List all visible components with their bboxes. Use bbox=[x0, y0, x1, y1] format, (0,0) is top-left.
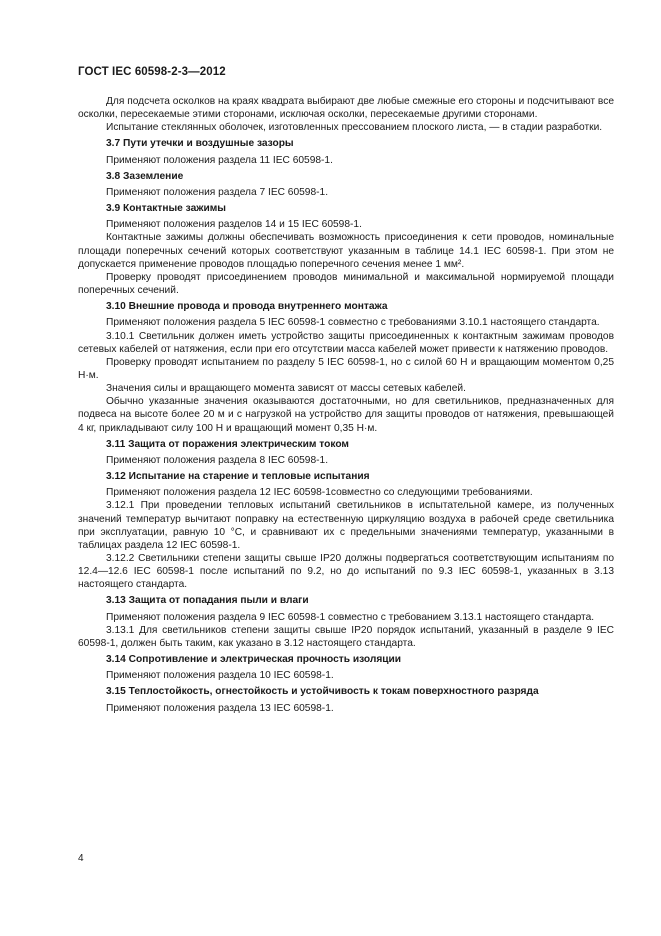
document-body bbox=[78, 95, 614, 715]
section-heading-3-11: 3.11 Защита от поражения электрическим током bbox=[106, 438, 349, 450]
paragraph: 3.10.1 Светильник должен иметь устройство защиты присоединенных к контактным зажимам проводов сетевых кабелей от натяжения, если при его отсутствии масса кабелей может привести к натяжению проводов. bbox=[78, 330, 614, 355]
section-heading-3-9: 3.9 Контактные зажимы bbox=[106, 203, 226, 215]
paragraph: Обычно указанные значения оказываются достаточными, но для светильников, предназначенных для подвеса на высоте более 20 м и с нагрузкой на устройство для защиты проводов от натяжения, превышающей 4 кг, прикладывают силу 100 Н и вращающий момент 0,35 Н·м. bbox=[78, 396, 614, 434]
paragraph: Испытание стеклянных оболочек, изготовленных прессованием плоского листа, — в стадии разработки. bbox=[106, 122, 603, 134]
section-heading-3-15: 3.15 Теплостойкость, огнестойкость и устойчивость к токам поверхностного разряда bbox=[106, 686, 539, 698]
section-heading-3-8: 3.8 Заземление bbox=[106, 170, 184, 182]
paragraph: 3.12.2 Светильники степени защиты свыше IP20 должны подвергаться соответствующим испытаниям по 12.4—12.6 IEC 60598-1 после испытаний по 9.2, но до испытаний по 9.3 IEC 60598-1, указанных в 3.13 настоящего стандарта. bbox=[78, 553, 614, 591]
paragraph: 3.13.1 Для светильников степени защиты свыше IP20 порядок испытаний, указанный в разделе 9 IEC 60598-1, должен быть таким, как указано в 3.12 настоящего стандарта. bbox=[78, 624, 614, 649]
paragraph: Проверку проводят испытанием по разделу 5 IEC 60598-1, но с силой 60 Н и вращающим моментом 0,25 Н·м. bbox=[78, 356, 614, 381]
section-heading-3-13: 3.13 Защита от попадания пыли и влаги bbox=[106, 595, 309, 607]
paragraph: Применяют положения раздела 10 IEC 60598-1. bbox=[106, 670, 334, 682]
paragraph: Контактные зажимы должны обеспечивать возможность присоединения к сети проводов, номинальные площади поперечных сечений которых соответствуют указанным в таблице 14.1 IEC 60598-1. При этом не допускается применение проводов площадью поперечного сечения менее 1 мм². bbox=[78, 232, 614, 270]
paragraph: Применяют положения разделов 14 и 15 IEC 60598-1. bbox=[106, 219, 362, 231]
section-heading-3-7: 3.7 Пути утечки и воздушные зазоры bbox=[106, 138, 294, 150]
paragraph: Применяют положения раздела 11 IEC 60598-1. bbox=[106, 154, 333, 166]
paragraph: Проверку проводят присоединением проводов минимальной и максимальной нормируемой площади поперечных сечений. bbox=[78, 271, 614, 297]
paragraph: Применяют положения раздела 12 IEC 60598-1совместно со следующими требованиями. bbox=[106, 487, 533, 499]
paragraph: Значения силы и вращающего момента зависят от массы сетевых кабелей. bbox=[106, 383, 466, 395]
section-heading-3-14: 3.14 Сопротивление и электрическая прочность изоляции bbox=[106, 654, 402, 666]
paragraph: Применяют положения раздела 8 IEC 60598-1. bbox=[106, 454, 329, 466]
paragraph: Для подсчета осколков на краях квадрата выбирают две любые смежные его стороны и подсчитывают все осколки, пересекаемые этими сторонами, исключая осколки, пересекаемые другими сторонами. bbox=[78, 96, 614, 121]
paragraph: Применяют положения раздела 13 IEC 60598-1. bbox=[106, 702, 334, 714]
document-header: ГОСТ IEC 60598-2-3—2012 bbox=[78, 66, 226, 78]
section-heading-3-10: 3.10 Внешние провода и провода внутреннего монтажа bbox=[106, 301, 388, 313]
paragraph: Применяют положения раздела 9 IEC 60598-1 совместно с требованием 3.13.1 настоящего стандарта. bbox=[106, 611, 595, 623]
page-number: 4 bbox=[78, 853, 84, 864]
paragraph: Применяют положения раздела 7 IEC 60598-1. bbox=[106, 186, 329, 198]
paragraph: Применяют положения раздела 5 IEC 60598-1 совместно с требованиями 3.10.1 настоящего стандарта. bbox=[106, 317, 600, 329]
paragraph: 3.12.1 При проведении тепловых испытаний светильников в испытательной камере, из полученных значений температур вычитают поправку на естественную циркуляцию воздуха в рабочей среде светильника при эксплуатации, равную 10 °С, и сравнивают их с предельными значениями температур, указанными в таблицах раздела 12 IEC 60598-1. bbox=[78, 500, 614, 551]
section-heading-3-12: 3.12 Испытание на старение и тепловые испытания bbox=[106, 471, 370, 483]
